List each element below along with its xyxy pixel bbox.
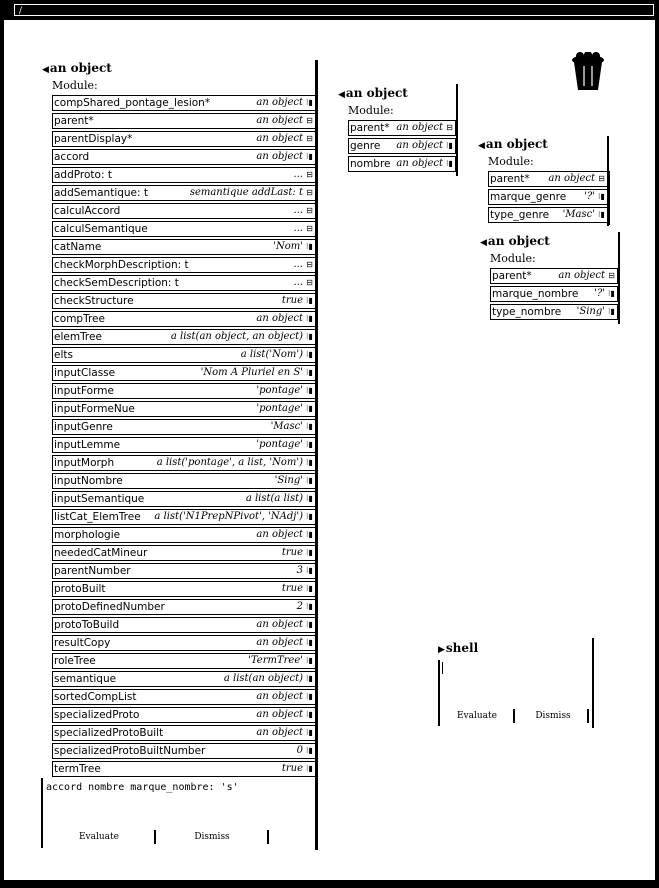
slot-menu-icon[interactable]: ⁝▮ xyxy=(306,332,313,341)
slot-value[interactable]: an object xyxy=(396,122,443,133)
slot-name: inputNombre xyxy=(54,475,123,487)
slot-value[interactable]: an object xyxy=(558,270,605,281)
shell-dismiss-button[interactable]: Dismiss xyxy=(535,711,571,721)
slot-value[interactable]: a list(a list) xyxy=(245,493,303,504)
slot-row[interactable] xyxy=(348,120,456,136)
shell-right-border xyxy=(592,638,594,728)
inspector4-right-border xyxy=(618,232,620,324)
slot-name: specializedProtoBuilt xyxy=(54,727,164,739)
slot-value[interactable]: 'Nom A Pluriel en S' xyxy=(200,367,303,378)
slot-menu-icon[interactable]: ⁝▮ xyxy=(306,152,313,161)
slot-value[interactable]: ... xyxy=(293,169,303,180)
slot-name: morphologie xyxy=(54,529,121,541)
slot-value[interactable]: 0 xyxy=(296,745,303,756)
slot-name: calculSemantique xyxy=(54,223,148,235)
slot-value[interactable]: 'Masc' xyxy=(562,209,595,220)
shell-title[interactable] xyxy=(438,641,478,655)
slot-row[interactable] xyxy=(490,286,618,302)
slot-menu-icon[interactable]: ⁝▮ xyxy=(608,307,615,316)
slot-value[interactable]: an object xyxy=(256,637,303,648)
slot-menu-icon[interactable]: ⊟ xyxy=(446,123,453,132)
slot-menu-icon[interactable]: ⁝▮ xyxy=(306,692,313,701)
slot-menu-icon[interactable]: ⁝▮ xyxy=(608,289,615,298)
slot-row[interactable] xyxy=(488,207,608,223)
slot-name: inputLemme xyxy=(54,439,121,451)
slot-menu-icon[interactable]: ⁝▮ xyxy=(306,710,313,719)
slot-row[interactable] xyxy=(52,563,316,579)
window-title: / xyxy=(14,4,654,16)
slot-value[interactable]: 'Sing' xyxy=(274,475,303,486)
button-separator xyxy=(513,709,515,723)
slot-name: resultCopy xyxy=(54,637,111,649)
slot-menu-icon[interactable]: ⊟ xyxy=(598,174,605,183)
slot-value[interactable]: a list('Nom') xyxy=(240,349,303,360)
slot-name: semantique xyxy=(54,673,117,685)
slot-row[interactable] xyxy=(52,293,316,309)
slot-row[interactable] xyxy=(52,167,316,183)
slot-menu-icon[interactable]: ⁝▮ xyxy=(306,314,313,323)
slot-menu-icon[interactable]: ⊟ xyxy=(306,224,313,233)
slot-menu-icon[interactable]: ⁝▮ xyxy=(306,530,313,539)
slot-value[interactable]: a list(an object, an object) xyxy=(170,331,303,342)
slot-menu-icon[interactable]: ⁝▮ xyxy=(306,350,313,359)
slot-name: parent* xyxy=(492,270,532,282)
slot-value[interactable]: an object xyxy=(256,151,303,162)
slot-name: protoDefinedNumber xyxy=(54,601,165,613)
main-inspector-title-label: an object xyxy=(49,61,112,75)
slot-menu-icon[interactable]: ⊟ xyxy=(306,170,313,179)
slot-value[interactable]: an object xyxy=(256,727,303,738)
slot-name: protoBuilt xyxy=(54,583,106,595)
slot-name: marque_nombre xyxy=(492,288,579,300)
desktop-title-bar xyxy=(0,0,659,20)
inspector4-slot-list xyxy=(490,268,620,322)
slot-name: inputMorph xyxy=(54,457,115,469)
slot-name: parent* xyxy=(54,115,94,127)
slot-row[interactable] xyxy=(52,671,316,687)
slot-row[interactable] xyxy=(52,401,316,417)
slot-menu-icon[interactable]: ⁝▮ xyxy=(306,566,313,575)
slot-menu-icon[interactable]: ⁝▮ xyxy=(306,440,313,449)
slot-menu-icon[interactable]: ⁝▮ xyxy=(446,159,453,168)
slot-value[interactable]: 'pontage' xyxy=(256,385,303,396)
slot-value[interactable]: true xyxy=(281,295,303,306)
slot-name: checkSemDescription: t xyxy=(54,277,179,289)
slot-row[interactable] xyxy=(52,221,316,237)
slot-menu-icon[interactable]: ⁝▮ xyxy=(598,210,605,219)
slot-row[interactable] xyxy=(52,347,316,363)
slot-value[interactable]: '?' xyxy=(594,288,605,299)
slot-name: sortedCompList xyxy=(54,691,137,703)
main-dismiss-button[interactable]: Dismiss xyxy=(194,832,230,842)
slot-row[interactable] xyxy=(52,419,316,435)
slot-menu-icon[interactable]: ⁝▮ xyxy=(306,476,313,485)
slot-name: protoToBuild xyxy=(54,619,120,631)
drag-arrow-icon[interactable]: ◀ xyxy=(42,65,49,75)
slot-value[interactable]: 'pontage' xyxy=(256,439,303,450)
slot-value[interactable]: an object xyxy=(256,133,303,144)
slot-menu-icon[interactable]: ⁝▮ xyxy=(306,404,313,413)
shell-drag-icon[interactable]: ▶ xyxy=(438,645,445,655)
inspector4-title[interactable] xyxy=(480,234,550,248)
slot-row[interactable] xyxy=(52,275,316,291)
slot-menu-icon[interactable]: ⁝▮ xyxy=(306,548,313,557)
slot-row[interactable] xyxy=(52,257,316,273)
slot-name: catName xyxy=(54,241,102,253)
slot-value[interactable]: true xyxy=(281,583,303,594)
slot-name: checkMorphDescription: t xyxy=(54,259,189,271)
slot-row[interactable] xyxy=(52,635,316,651)
slot-row[interactable] xyxy=(52,707,316,723)
slot-name: addProto: t xyxy=(54,169,112,181)
slot-value[interactable]: 'TermTree' xyxy=(248,655,303,666)
slot-value[interactable]: ... xyxy=(293,259,303,270)
slot-row[interactable] xyxy=(52,329,316,345)
slot-menu-icon[interactable]: ⁝▮ xyxy=(446,141,453,150)
slot-row[interactable] xyxy=(52,761,316,777)
slot-row[interactable] xyxy=(490,304,618,320)
inspector3-title-label: an object xyxy=(485,137,548,151)
slot-row[interactable] xyxy=(52,653,316,669)
slot-name: termTree xyxy=(54,763,101,775)
inspector3-right-border xyxy=(607,136,609,226)
inspector2-title-label: an object xyxy=(345,86,408,100)
slot-row[interactable] xyxy=(52,311,316,327)
slot-value[interactable]: an object xyxy=(256,691,303,702)
main-inspector-title[interactable] xyxy=(42,61,112,75)
slot-row[interactable] xyxy=(52,113,316,129)
main-inspector-slot-list xyxy=(52,95,318,779)
inspector4-title-label: an object xyxy=(487,234,550,248)
slot-value[interactable]: 'Sing' xyxy=(576,306,605,317)
slot-row[interactable] xyxy=(52,617,316,633)
drag-arrow-icon[interactable]: ◀ xyxy=(338,90,345,100)
slot-name: parentNumber xyxy=(54,565,131,577)
button-separator xyxy=(587,709,589,723)
drag-arrow-icon[interactable]: ◀ xyxy=(480,238,487,248)
slot-name: parent* xyxy=(350,122,390,134)
slot-value[interactable]: ... xyxy=(293,223,303,234)
slot-value[interactable]: a list('N1PrepNPivot', 'NAdj') xyxy=(154,511,303,522)
main-inspector-right-border xyxy=(315,60,318,850)
slot-value[interactable]: an object xyxy=(256,709,303,720)
slot-row[interactable] xyxy=(488,171,608,187)
slot-row[interactable] xyxy=(52,185,316,201)
slot-row[interactable] xyxy=(52,689,316,705)
slot-menu-icon[interactable]: ⁝▮ xyxy=(306,494,313,503)
inspector4-module-label: Module: xyxy=(490,252,536,265)
slot-menu-icon[interactable]: ⊟ xyxy=(608,271,615,280)
slot-menu-icon[interactable]: ⁝▮ xyxy=(306,746,313,755)
slot-name: addSemantique: t xyxy=(54,187,149,199)
slot-row[interactable] xyxy=(52,599,316,615)
slot-menu-icon[interactable]: ⊟ xyxy=(306,206,313,215)
slot-value[interactable]: 'pontage' xyxy=(256,403,303,414)
shell-evaluate-button[interactable]: Evaluate xyxy=(456,711,497,721)
slot-value[interactable]: 2 xyxy=(296,601,303,612)
slot-menu-icon[interactable]: ⁝▮ xyxy=(306,386,313,395)
inspector2-module-label: Module: xyxy=(348,104,394,117)
slot-value[interactable]: 3 xyxy=(296,565,303,576)
slot-name: neededCatMineur xyxy=(54,547,148,559)
slot-row[interactable] xyxy=(52,131,316,147)
slot-menu-icon[interactable]: ⊟ xyxy=(306,116,313,125)
slot-row[interactable] xyxy=(52,491,316,507)
slot-value[interactable]: semantique addLast: t xyxy=(189,187,303,198)
slot-name: inputForme xyxy=(54,385,114,397)
slot-name: roleTree xyxy=(54,655,96,667)
slot-row[interactable] xyxy=(490,268,618,284)
slot-row[interactable] xyxy=(52,383,316,399)
slot-row[interactable] xyxy=(52,149,316,165)
slot-name: calculAccord xyxy=(54,205,121,217)
slot-menu-icon[interactable]: ⊟ xyxy=(306,260,313,269)
slot-row[interactable] xyxy=(348,156,456,172)
slot-name: inputSemantique xyxy=(54,493,145,505)
slot-menu-icon[interactable]: ⁝▮ xyxy=(306,422,313,431)
slot-row[interactable] xyxy=(52,743,316,759)
trash-can-icon[interactable] xyxy=(570,52,606,92)
slot-name: listCat_ElemTree xyxy=(54,511,141,523)
button-separator xyxy=(154,830,156,844)
slot-value[interactable]: a list('pontage', a list, 'Nom') xyxy=(156,457,303,468)
slot-menu-icon[interactable]: ⁝▮ xyxy=(306,584,313,593)
slot-row[interactable] xyxy=(52,509,316,525)
inspector3-module-label: Module: xyxy=(488,155,534,168)
slot-row[interactable] xyxy=(52,95,316,111)
slot-name: accord xyxy=(54,151,90,163)
slot-value[interactable]: true xyxy=(281,547,303,558)
slot-name: compShared_pontage_lesion* xyxy=(54,97,211,109)
slot-value[interactable]: true xyxy=(281,763,303,774)
slot-name: nombre xyxy=(350,158,391,170)
slot-menu-icon[interactable]: ⁝▮ xyxy=(306,638,313,647)
shell-left-border xyxy=(438,660,440,726)
slot-name: parentDisplay* xyxy=(54,133,133,145)
slot-name: genre xyxy=(350,140,381,152)
slot-value[interactable]: an object xyxy=(548,173,595,184)
shell-text-cursor[interactable] xyxy=(442,662,443,674)
slot-menu-icon[interactable]: ⁝▮ xyxy=(598,192,605,201)
slot-menu-icon[interactable]: ⁝▮ xyxy=(306,620,313,629)
slot-menu-icon[interactable]: ⁝▮ xyxy=(306,764,313,773)
slot-value[interactable]: an object xyxy=(256,529,303,540)
slot-name: inputClasse xyxy=(54,367,116,379)
slot-value[interactable]: an object xyxy=(256,97,303,108)
slot-row[interactable] xyxy=(52,365,316,381)
slot-value[interactable]: an object xyxy=(396,158,443,169)
slot-value[interactable]: ... xyxy=(293,205,303,216)
slot-row[interactable] xyxy=(52,455,316,471)
inspector3-title[interactable] xyxy=(478,137,548,151)
button-separator xyxy=(267,830,269,844)
main-eval-left-border xyxy=(41,778,43,848)
slot-menu-icon[interactable]: ⁝▮ xyxy=(306,674,313,683)
slot-value[interactable]: ... xyxy=(293,277,303,288)
slot-value[interactable]: 'Nom' xyxy=(273,241,303,252)
slot-menu-icon[interactable]: ⁝▮ xyxy=(306,458,313,467)
slot-menu-icon[interactable]: ⁝▮ xyxy=(306,368,313,377)
shell-title-label: shell xyxy=(445,641,479,655)
slot-name: specializedProto xyxy=(54,709,140,721)
slot-name: inputGenre xyxy=(54,421,113,433)
main-evaluate-button[interactable]: Evaluate xyxy=(78,832,119,842)
slot-name: elts xyxy=(54,349,73,361)
slot-name: type_nombre xyxy=(492,306,562,318)
slot-name: specializedProtoBuiltNumber xyxy=(54,745,206,757)
drag-arrow-icon[interactable]: ◀ xyxy=(478,141,485,151)
slot-menu-icon[interactable]: ⁝▮ xyxy=(306,602,313,611)
slot-menu-icon[interactable]: ⁝▮ xyxy=(306,296,313,305)
slot-menu-icon[interactable]: ⁝▮ xyxy=(306,656,313,665)
slot-menu-icon[interactable]: ⊟ xyxy=(306,134,313,143)
slot-row[interactable] xyxy=(52,581,316,597)
slot-name: checkStructure xyxy=(54,295,134,307)
slot-row[interactable] xyxy=(52,203,316,219)
slot-row[interactable] xyxy=(52,473,316,489)
slot-name: inputFormeNue xyxy=(54,403,135,415)
slot-name: parent* xyxy=(490,173,530,185)
slot-menu-icon[interactable]: ⁝▮ xyxy=(306,98,313,107)
inspector3-slot-list xyxy=(488,171,610,225)
slot-row[interactable] xyxy=(52,725,316,741)
slot-row[interactable] xyxy=(52,239,316,255)
slot-value[interactable]: an object xyxy=(256,619,303,630)
slot-name: elemTree xyxy=(54,331,102,343)
slot-name: marque_genre xyxy=(490,191,567,203)
slot-name: compTree xyxy=(54,313,105,325)
slot-value[interactable]: an object xyxy=(396,140,443,151)
slot-row[interactable] xyxy=(52,437,316,453)
desktop-bottom-bar xyxy=(0,880,659,888)
slot-name: type_genre xyxy=(490,209,550,221)
slot-menu-icon[interactable]: ⁝▮ xyxy=(306,728,313,737)
slot-value[interactable]: 'Masc' xyxy=(270,421,303,432)
inspector2-right-border xyxy=(456,84,458,176)
slot-value[interactable]: a list(an object) xyxy=(223,673,303,684)
slot-row[interactable] xyxy=(348,138,456,154)
main-eval-textarea[interactable]: accord nombre marque_nombre: 's' xyxy=(46,782,239,793)
slot-row[interactable] xyxy=(52,527,316,543)
slot-menu-icon[interactable]: ⁝▮ xyxy=(306,242,313,251)
slot-value[interactable]: an object xyxy=(256,115,303,126)
slot-menu-icon[interactable]: ⁝▮ xyxy=(306,512,313,521)
slot-value[interactable]: '?' xyxy=(584,191,595,202)
inspector2-title[interactable] xyxy=(338,86,408,100)
main-inspector-module-label: Module: xyxy=(52,79,98,92)
slot-menu-icon[interactable]: ⊟ xyxy=(306,188,313,197)
slot-value[interactable]: an object xyxy=(256,313,303,324)
inspector2-slot-list xyxy=(348,120,458,174)
slot-menu-icon[interactable]: ⊟ xyxy=(306,278,313,287)
slot-row[interactable] xyxy=(52,545,316,561)
slot-row[interactable] xyxy=(488,189,608,205)
